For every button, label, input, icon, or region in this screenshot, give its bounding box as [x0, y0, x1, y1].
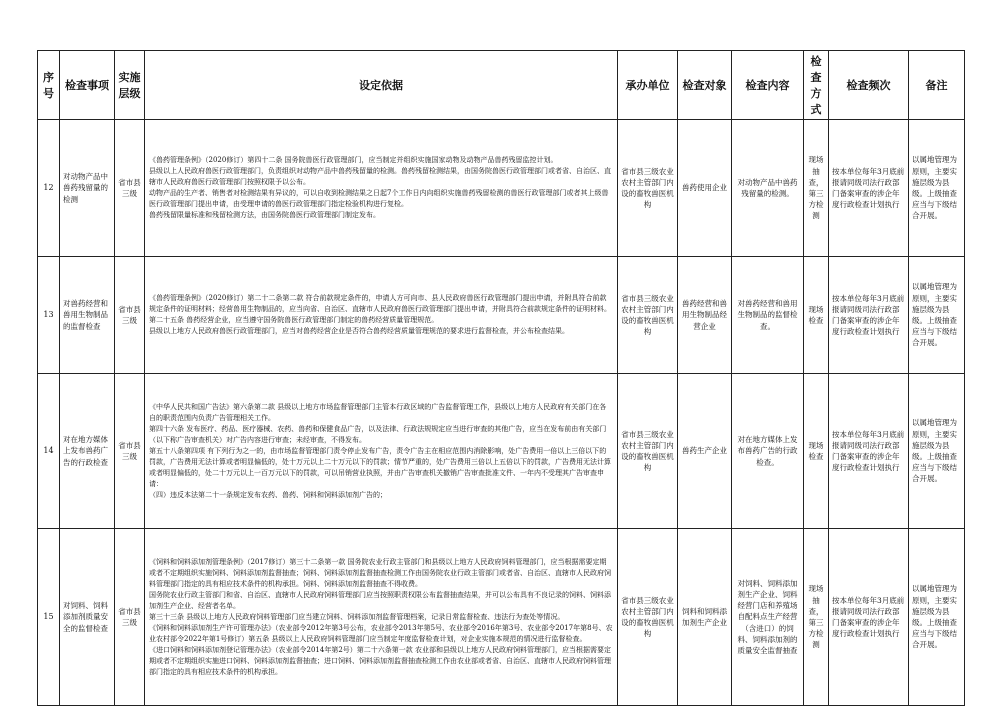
- row-unit: 省市县三级农业农村主管部门内设的畜牧兽医机构: [618, 529, 678, 706]
- basis-paragraph: 《进口饲料和饲料添加剂登记管理办法》（农业部令2014年第2号）第二十六条第一款 农业部和县级以上地方人民政府饲料管理部门，应当根据需要定期或者不定期组织实施进口饲料、饲料添加剂监督抽查；进口饲料、饲料添加剂监督抽查检测工作由农业部或者省、自治区、直辖市人民政府饲料管理部门指定的具有相应技术条件的机构承担。: [149, 645, 611, 676]
- row-content: 对兽药经营和兽用生物制品的监督检查。: [732, 257, 804, 374]
- row-seq: 15: [38, 529, 60, 706]
- row-basis: [145, 374, 618, 529]
- row-frequency: 按本单位每年3月底前报请同级司法行政部门备案审查的涉企年度行政检查计划执行: [829, 374, 909, 529]
- row-unit: 省市县三级农业农村主管部门内设的畜牧兽医机构: [618, 120, 678, 257]
- row-seq: 14: [38, 374, 60, 529]
- row-frequency: 按本单位每年3月底前报请同级司法行政部门备案审查的涉企年度行政检查计划执行: [829, 120, 909, 257]
- header-target: 检查对象: [678, 51, 732, 120]
- row-level: 省市县三级: [115, 529, 145, 706]
- header-level: 实施层级: [115, 51, 145, 120]
- table-row: [38, 257, 965, 374]
- row-item: 对动物产品中兽药残留量的检测: [60, 120, 115, 257]
- header-frequency: 检查频次: [829, 51, 909, 120]
- row-level: 省市县三级: [115, 120, 145, 257]
- header-row: [38, 51, 965, 120]
- basis-paragraph: （四）违反本法第二十一条规定发布农药、兽药、饲料和饲料添加剂广告的；: [149, 490, 387, 499]
- basis-paragraph: 县级以上地方人民政府兽医行政管理部门，应当对兽药经营企业是否符合兽药经营质量管理规范的要求进行监督检查，并公布检查结果。: [149, 327, 569, 335]
- row-remark: 以属地管理为原则，主要实施层级为县级。上级抽查应当与下级结合开展。: [909, 374, 965, 529]
- basis-paragraph: 县级以上人民政府兽医行政管理部门，负责组织对动物产品中兽药残留量的检测。兽药残留检测结果，由国务院兽医行政管理部门或者省、自治区、直辖市人民政府兽医行政管理部门按照权限予以公布。: [149, 167, 611, 186]
- header-unit: 承办单位: [618, 51, 678, 120]
- basis-paragraph: 《中华人民共和国广告法》第六条第二款 县级以上地方市场监督管理部门主管本行政区域的广告监督管理工作，县级以上地方人民政府有关部门在各自的职责范围内负责广告管理相关工作。: [149, 402, 607, 422]
- row-method: 现场检查: [804, 257, 829, 374]
- basis-paragraph: 第三十三条 县级以上地方人民政府饲料管理部门应当建立饲料、饲料添加剂监督管理档案，记录日常监督检查、违法行为查处等情况。: [149, 612, 565, 621]
- row-remark: 以属地管理为原则，主要实施层级为县级。上级抽查应当与下级结合开展。: [909, 257, 965, 374]
- header-item: 检查事项: [60, 51, 115, 120]
- row-frequency: 按本单位每年3月底前报请同级司法行政部门备案审查的涉企年度行政检查计划执行: [829, 257, 909, 374]
- row-target: 兽药生产企业: [678, 374, 732, 529]
- inspection-table: [37, 50, 965, 706]
- row-level: 省市县三级: [115, 257, 145, 374]
- row-remark: 以属地管理为原则，主要实施层级为县级。上级抽查应当与下级结合开展。: [909, 120, 965, 257]
- row-unit: 省市县三级农业农村主管部门内设的畜牧兽医机构: [618, 374, 678, 529]
- basis-paragraph: 第二十五条 兽药经营企业，应当遵守国务院兽医行政管理部门制定的兽药经营质量管理规范。: [149, 316, 439, 324]
- header-remark: 备注: [909, 51, 965, 120]
- row-method: 现场抽查，第三方检测: [804, 529, 829, 706]
- header-seq: 序号: [38, 51, 60, 120]
- row-seq: 13: [38, 257, 60, 374]
- basis-paragraph: 国务院农业行政主管部门和省、自治区、直辖市人民政府饲料管理部门应当按照职责权限公布监督抽查结果，并可以公布具有不良记录的饲料、饲料添加剂生产企业、经营者名单。: [149, 590, 611, 610]
- basis-paragraph: 《饲料和饲料添加剂生产许可管理办法》（农业部令2012年第3号公布，农业部令2013年第5号、农业部令2016年第3号、农业部令2017年第8号、农业农村部令2022年第1号修订）第五条 县级以上人民政府饲料管理部门应当制定年度监督检查计划，对企业实施本规范的情况进行监督检查。: [149, 623, 613, 643]
- row-basis: [145, 257, 618, 374]
- row-item: 对兽药经营和兽用生物制品的监督检查: [60, 257, 115, 374]
- basis-paragraph: 第五十八条第四项 有下列行为之一的，由市场监督管理部门责令停止发布广告，责令广告主在相应范围内消除影响，处广告费用一倍以上三倍以下的罚款，广告费用无法计算或者明显偏低的，处十万元以上二十万元以下的罚款；情节严重的，处广告费用三倍以上五倍以下的罚款，广告费用无法计算或者明显偏低的，处二十万元以上一百万元以下的罚款，可以吊销营业执照，并由广告审查机关撤销广告审查批准文件、一年内不受理其广告审查申请：: [149, 446, 611, 488]
- row-content: 对动物产品中兽药残留量的检测。: [732, 120, 804, 257]
- basis-paragraph: 《兽药管理条例》（2020修订）第四十二条 国务院兽医行政管理部门，应当制定并组织实施国家动物及动物产品兽药残留监控计划。: [149, 156, 558, 164]
- basis-paragraph: 《兽药管理条例》（2020修订）第二十二条第二款 符合前款规定条件的，申请人方可向市、县人民政府兽医行政管理部门提出申请，并附具符合前款规定条件的证明材料；经营兽用生物制品的，应当向省、自治区、直辖市人民政府兽医行政管理部门提出申请，并附具符合前款规定条件的证明材料。: [149, 294, 611, 313]
- row-unit: 省市县三级农业农村主管部门内设的畜牧兽医机构: [618, 257, 678, 374]
- header-method: 检查方式: [804, 51, 829, 120]
- row-remark: 以属地管理为原则，主要实施层级为县级。上级抽查应当与下级结合开展。: [909, 529, 965, 706]
- row-target: 兽药经营和兽用生物制品经营企业: [678, 257, 732, 374]
- basis-paragraph: 第四十六条 发布医疗、药品、医疗器械、农药、兽药和保健食品广告，以及法律、行政法规规定应当进行审查的其他广告，应当在发布前由有关部门（以下称广告审查机关）对广告内容进行审查；未经审查，不得发布。: [149, 424, 607, 444]
- row-level: 省市县三级: [115, 374, 145, 529]
- row-item: 对在地方媒体上发布兽药广告的行政检查: [60, 374, 115, 529]
- table-row: [38, 120, 965, 257]
- row-content: 对在地方媒体上发布兽药广告的行政检查。: [732, 374, 804, 529]
- row-basis: [145, 120, 618, 257]
- basis-paragraph: 兽药残留限量标准和残留检测方法，由国务院兽医行政管理部门制定发布。: [149, 211, 380, 219]
- basis-paragraph: 动物产品的生产者、销售者对检测结果有异议的，可以自收到检测结果之日起7个工作日内向组织实施兽药残留检测的兽医行政管理部门或者其上级兽医行政管理部门提出申请，由受理申请的兽医行政管理部门指定检验机构进行复检。: [149, 189, 609, 208]
- row-target: 兽药使用企业: [678, 120, 732, 257]
- header-content: 检查内容: [732, 51, 804, 120]
- row-frequency: 按本单位每年3月底前报请同级司法行政部门备案审查的涉企年度行政检查计划执行: [829, 529, 909, 706]
- row-content: 对饲料、饲料添加剂生产企业、饲料经营门店和养殖场自配料点生产经营（含进口）的饲料、饲料添加剂的质量安全监督抽查: [732, 529, 804, 706]
- row-method: 现场检查: [804, 374, 829, 529]
- row-target: 饲料和饲料添加剂生产企业: [678, 529, 732, 706]
- header-basis: 设定依据: [145, 51, 618, 120]
- table-row: [38, 374, 965, 529]
- row-seq: 12: [38, 120, 60, 257]
- basis-paragraph: 《饲料和饲料添加剂管理条例》（2017修订）第三十二条第一款 国务院农业行政主管部门和县级以上地方人民政府饲料管理部门，应当根据需要定期或者不定期组织实施饲料、饲料添加剂监督抽查；饲料、饲料添加剂监督抽查检测工作由国务院农业行政主管部门或者省、自治区、直辖市人民政府饲料管理部门指定的具有相应技术条件的机构承担。饲料、饲料添加剂监督抽查不得收费。: [149, 557, 611, 588]
- row-basis: [145, 529, 618, 706]
- table-row: [38, 529, 965, 706]
- row-method: 现场抽查，第三方检测: [804, 120, 829, 257]
- row-item: 对饲料、饲料添加剂质量安全的监督检查: [60, 529, 115, 706]
